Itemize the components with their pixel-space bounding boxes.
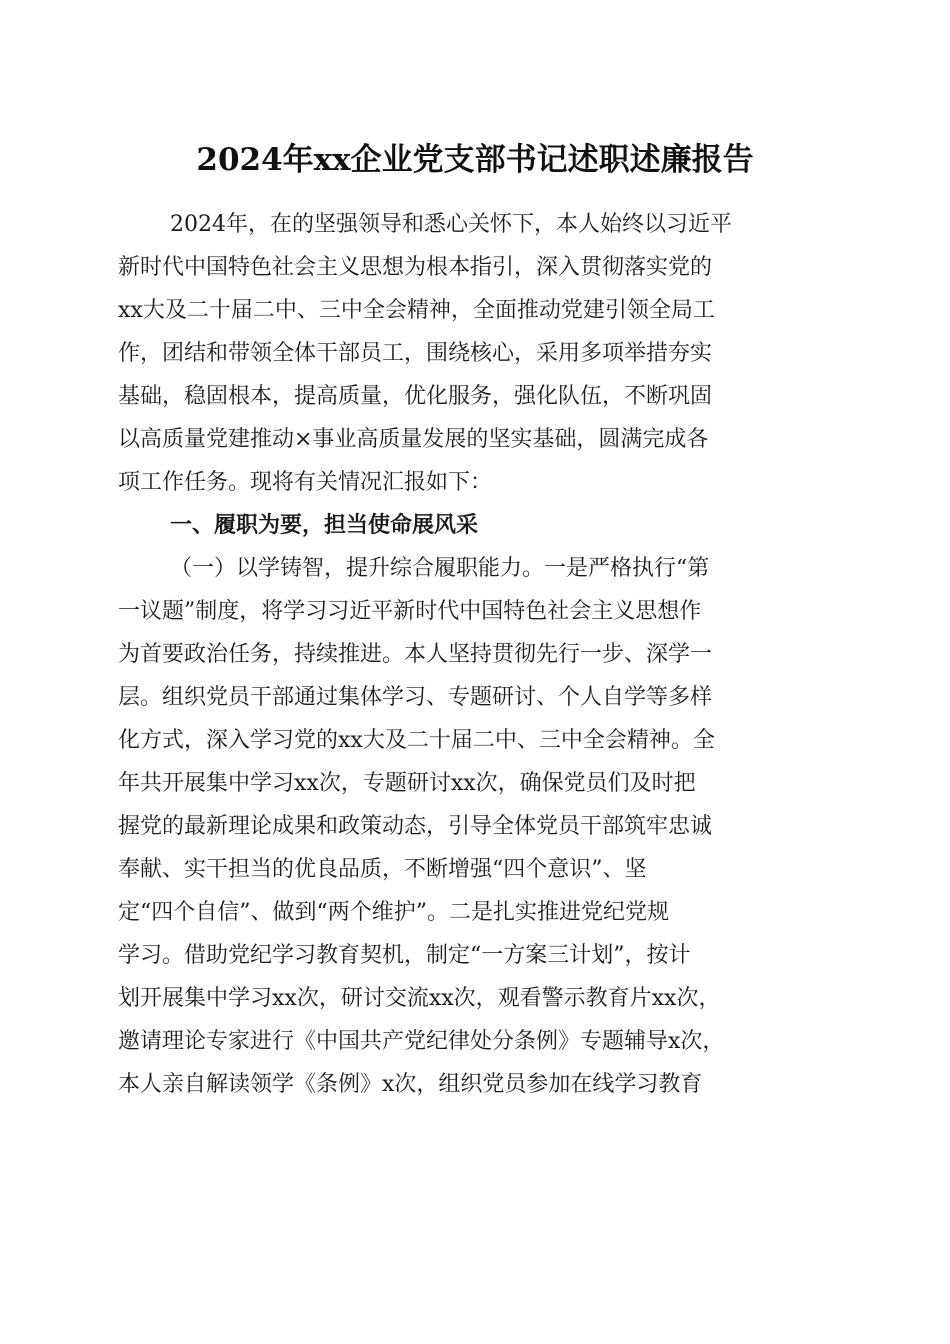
paragraph-line: 项工作任务。现将有关情况汇报如下： <box>118 470 493 495</box>
paragraph-line: xx大及二十届二中、三中全会精神，全面推动党建引领全局工 <box>118 298 715 323</box>
paragraph-line: 奉献、实干担当的优良品质，不断增强“四个意识”、坚 <box>118 857 647 882</box>
paragraph-line: 2024年，在的坚强领导和悉心关怀下，本人始终以习近平 <box>170 212 732 237</box>
paragraph-line: 为首要政治任务，持续推进。本人坚持贯彻先行一步、深学一 <box>118 642 713 667</box>
paragraph-line: 基础，稳固根本，提高质量，优化服务，强化队伍，不断巩固 <box>118 384 713 409</box>
paragraph-line: （一）以学铸智，提升综合履职能力。一是严格执行“第 <box>170 556 710 581</box>
paragraph-line: 层。组织党员干部通过集体学习、专题研讨、个人自学等多样 <box>118 685 713 710</box>
paragraph-line: 作，团结和带领全体干部员工，围绕核心，采用多项举措夯实 <box>118 341 713 366</box>
paragraph-line: 一议题”制度，将学习习近平新时代中国特色社会主义思想作 <box>118 599 702 624</box>
section-heading: 一、履职为要，担当使命展风采 <box>170 513 479 538</box>
paragraph-line: 邀请理论专家进行《中国共产党纪律处分条例》专题辅导x次， <box>118 1029 725 1054</box>
document-title: 2024年xx企业党支部书记述职述廉报告 <box>196 142 754 178</box>
paragraph-line: 新时代中国特色社会主义思想为根本指引，深入贯彻落实党的 <box>118 255 713 280</box>
paragraph-line: 年共开展集中学习xx次，专题研讨xx次，确保党员们及时把 <box>118 771 696 796</box>
paragraph-line: 定“四个自信”、做到“两个维护”。二是扎实推进党纪党规 <box>118 900 669 925</box>
paragraph-line: 学习。借助党纪学习教育契机，制定“一方案三计划”，按计 <box>118 943 691 968</box>
paragraph-line: 划开展集中学习xx次，研讨交流xx次，观看警示教育片xx次， <box>118 986 721 1011</box>
paragraph-line: 握党的最新理论成果和政策动态，引导全体党员干部筑牢忠诚 <box>118 814 713 839</box>
paragraph-line: 本人亲自解读领学《条例》x次，组织党员参加在线学习教育 <box>118 1072 703 1097</box>
paragraph-line: 以高质量党建推动×事业高质量发展的坚实基础，圆满完成各 <box>118 427 709 452</box>
paragraph-line: 化方式，深入学习党的xx大及二十届二中、三中全会精神。全 <box>118 728 715 753</box>
